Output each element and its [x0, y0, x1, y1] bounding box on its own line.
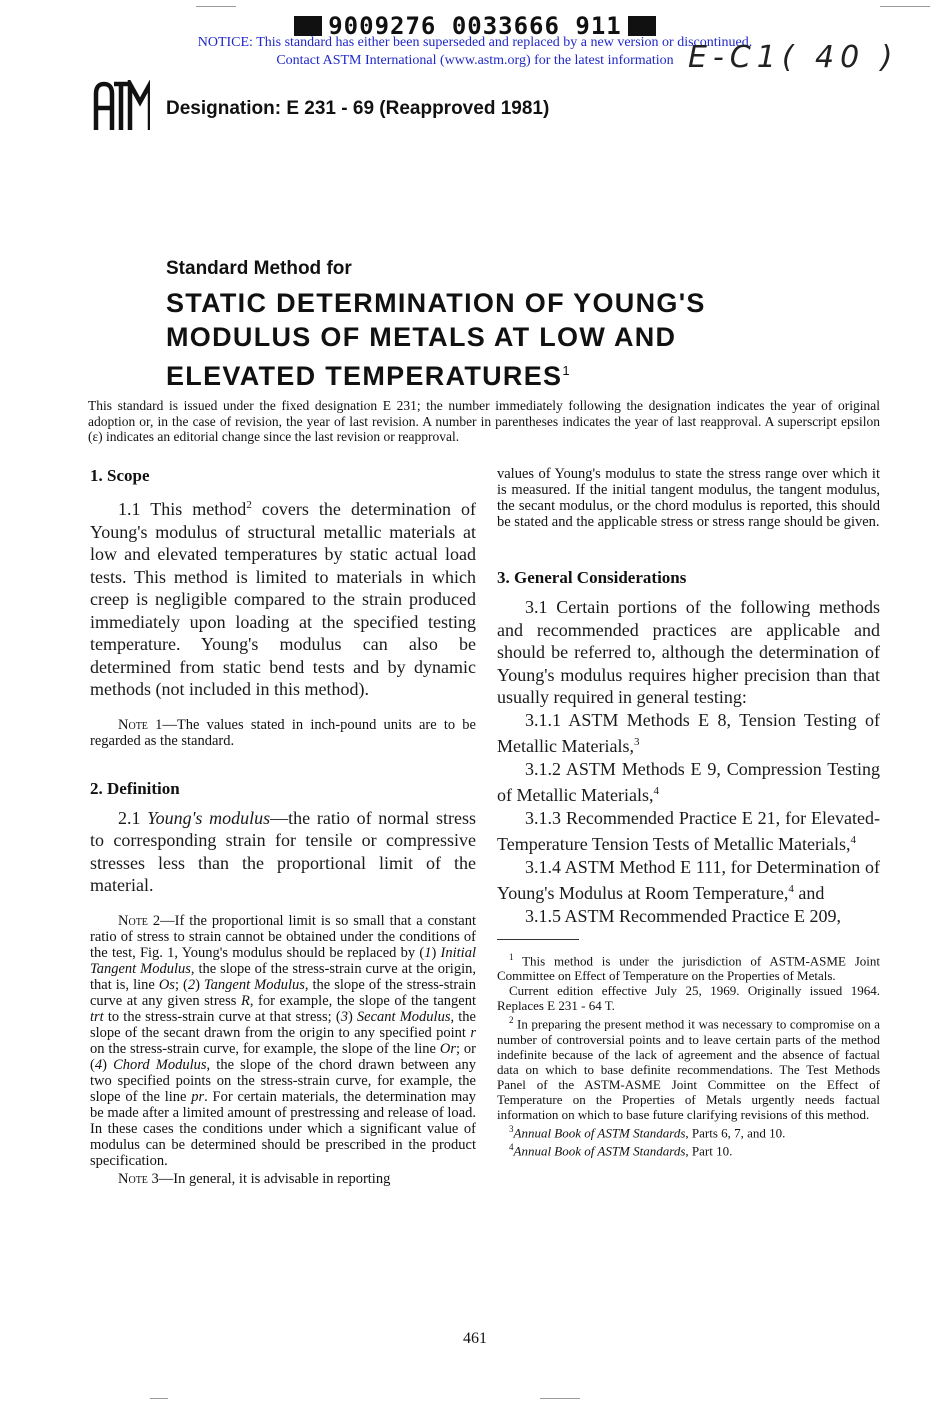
- reference-item-5: [497, 905, 880, 928]
- reference-item-text: 3.1.5 ASTM Recommended Practice E 209,: [525, 905, 841, 926]
- note-3-text: —In general, it is advisable in reporting: [158, 1170, 391, 1187]
- note-2-part: to the stress-strain curve at that stress; (: [103, 1008, 341, 1025]
- footnote-marker: 1: [509, 952, 514, 962]
- reference-item-text: 3.1.3 Recommended Practice E 21, for Elevated-Temperature Tension Tests of Metallic Materials,: [497, 807, 880, 854]
- reference-item-3: [497, 807, 880, 856]
- notice-line-1: NOTICE: This standard has either been superseded and replaced by a new version or discontinued.: [197, 35, 753, 50]
- reference-item-text: 3.1.4 ASTM Method E 111, for Determination of Young's Modulus at Room Temperature,: [497, 856, 880, 903]
- note-2-term: Secant Modulus: [356, 1008, 451, 1025]
- general-paragraph: 3.1 Certain portions of the following methods and recommended practices are applicable and should be referred to, although the determination of Young's modulus requires higher precision than that usually required in general testing:: [497, 597, 880, 707]
- title-line-3: ELEVATED TEMPERATURES: [166, 361, 563, 391]
- scan-line-bottom-left: [150, 1398, 168, 1399]
- note-3-continuation: values of Young's modulus to state the stress range over which it is measured. If the initial tangent modulus, the tangent modulus, the secant modulus, or the chord modulus is reported, this should be stated and the applicable stress or stress range should be given.: [497, 466, 880, 530]
- reference-item-text: 3.1.2 ASTM Methods E 9, Compression Testing of Metallic Materials,: [497, 758, 880, 805]
- reference-footnote-ref: 4: [850, 834, 856, 846]
- note-1-label: Note 1: [118, 716, 163, 733]
- note-2-label: Note 2: [118, 912, 161, 929]
- note-2-part: pr: [191, 1088, 205, 1105]
- scope-p1-start: 1.1 This method: [118, 499, 247, 519]
- title-kicker: Standard Method for: [166, 258, 352, 279]
- footnote-1-edition: Current edition effective July 25, 1969. Originally issued 1964. Replaces E 231 - 64 T.: [497, 983, 880, 1014]
- document-title: [166, 286, 806, 393]
- footnote-1: [497, 950, 880, 983]
- note-2: [90, 913, 476, 1169]
- scope-p1-rest: covers the determination of Young's modulus of structural metallic materials at low and elevated temperatures by static actual load tests. This method is limited to materials in which creep is negligible compared to the strain produced immediately upon loading at the specified testing temperature. Young's modulus can also be determined from static bend tests and by dynamic methods (not included in this method).: [90, 499, 477, 699]
- note-1: [90, 717, 476, 749]
- note-3-label: Note 3: [118, 1170, 159, 1187]
- title-line-2: MODULUS OF METALS AT LOW AND: [166, 322, 677, 352]
- footnote-marker: 3: [509, 1123, 514, 1134]
- note-2-part: Os: [158, 976, 175, 993]
- note-1-text: —The values stated in inch-pound units are to be regarded as the standard.: [90, 716, 476, 749]
- scan-line-top-left: [196, 6, 236, 7]
- note-2-part: 3: [340, 1008, 348, 1025]
- note-2-part: ; or (: [90, 1040, 477, 1073]
- note-2-part: —If the proportional limit is so small that a constant ratio of stress to strain cannot be obtained under the conditions of the test, Fig. 1, Young's modulus should be replaced by (: [90, 912, 476, 961]
- notice-line-2: Contact ASTM International (www.astm.org) for the latest information: [276, 53, 674, 68]
- footnote-3: [497, 1122, 880, 1140]
- issued-note: This standard is issued under the fixed designation E 231; the number immediately following the designation indicates the year of original adoption or, in the case of revision, the year of last revision. A number in parentheses indicates the year of last reapproval. A superscript epsilon (ε) indicates an editorial change since the last revision or reapproval.: [88, 398, 880, 444]
- scan-line-top-right: [880, 6, 930, 7]
- right-column: [497, 466, 880, 1158]
- reference-item-suffix: and: [793, 883, 825, 903]
- reference-footnote-ref: 4: [788, 883, 794, 895]
- note-2-part: ): [195, 976, 204, 993]
- footnote-4-title: Annual Book of ASTM Standards: [513, 1143, 686, 1159]
- footnote-4-rest: , Part 10.: [685, 1143, 733, 1159]
- note-2-term: Initial Tangent Modulus: [90, 944, 476, 977]
- note-2-part: 2: [187, 976, 196, 993]
- note-2-part: ): [102, 1056, 114, 1073]
- footnote-divider: [497, 939, 579, 940]
- footnote-2-text: In preparing the present method it was necessary to compromise on a number of controversial points and to leave certain parts of the method indefinite because of the lack of agreement and the absence of factual data on which to base definite recommendations. The Test Methods Panel of the ASTM-ASME Joint Committee on the Effect of Temperature on the Properties of Metals urgently needs factual information on which to base future clarifying revisions of this method.: [497, 1016, 880, 1122]
- def-rest: —the ratio of normal stress to corresponding strain for tensile or compressive stresses less than the proportional limit of the material.: [90, 807, 476, 895]
- note-3: [90, 1171, 476, 1187]
- footnote-marker: 4: [509, 1141, 514, 1152]
- note-2-part: Or: [439, 1040, 456, 1057]
- note-2-part: 4: [94, 1056, 103, 1073]
- note-2-part: , the slope of the secant drawn from the origin to any specified point: [90, 1008, 476, 1041]
- title-line-1: STATIC DETERMINATION OF YOUNG'S: [166, 288, 706, 318]
- footnote-marker: 2: [509, 1015, 514, 1026]
- note-2-part: r: [470, 1024, 476, 1041]
- reference-footnote-ref: 4: [653, 785, 659, 797]
- footnote-2: [497, 1013, 880, 1121]
- def-num: 2.1: [118, 807, 148, 828]
- note-2-part: , the slope of the chord drawn between any two specified points on the stress-strain curve, for example, the slope of the line: [90, 1056, 476, 1105]
- title-footnote-ref: 1: [562, 363, 571, 378]
- handwritten-mark: E-C1( 40 ): [688, 40, 899, 75]
- footnote-4: [497, 1140, 880, 1158]
- footnote-3-title: Annual Book of ASTM Standards: [513, 1124, 686, 1140]
- section-general-heading: 3. General Considerations: [497, 568, 687, 587]
- reference-item-2: [497, 758, 880, 807]
- note-2-part: trt: [90, 1008, 104, 1025]
- note-2-term: Tangent Modulus: [203, 976, 305, 993]
- note-2-part: R: [240, 992, 250, 1009]
- note-2-term: Chord Modulus: [113, 1056, 207, 1073]
- reference-item-1: [497, 709, 880, 758]
- barcode-block-left: [294, 16, 322, 36]
- section-scope-heading: 1. Scope: [90, 466, 150, 485]
- definition-paragraph: [90, 807, 476, 897]
- footnote-1-text: This method is under the jurisdiction of ASTM-ASME Joint Committee on Effect of Temperature on the Properties of Metals.: [497, 953, 880, 984]
- astm-logo: [90, 80, 150, 132]
- reference-item-4: [497, 856, 880, 905]
- barcode-text: 9009276 0033666 911: [328, 12, 622, 40]
- barcode-block-right: [628, 16, 656, 36]
- note-2-part: , the slope of the stress-strain curve at the origin, that is, line: [90, 960, 476, 993]
- note-2-part: ; (: [174, 976, 188, 993]
- def-term: Young's modulus: [147, 807, 271, 828]
- note-2-part: , the slope of the stress-strain curve at any given stress: [90, 976, 476, 1009]
- reference-item-text: 3.1.1 ASTM Methods E 8, Tension Testing of Metallic Materials,: [497, 709, 880, 756]
- designation: Designation: E 231 - 69 (Reapproved 1981): [166, 98, 550, 119]
- reference-footnote-ref: 3: [633, 736, 640, 748]
- scope-footnote-ref: 2: [246, 499, 252, 511]
- note-2-part: ): [347, 1008, 357, 1025]
- title-line-3-wrap: [166, 354, 806, 393]
- note-2-part: ): [431, 944, 441, 961]
- left-column: [90, 466, 476, 1187]
- scope-paragraph: [90, 494, 476, 701]
- scan-line-bottom-mid: [540, 1398, 580, 1399]
- footnote-3-rest: , Parts 6, 7, and 10.: [685, 1124, 786, 1140]
- note-2-part: , for example, the slope of the tangent: [249, 992, 476, 1009]
- note-2-part: . For certain materials, the determination may be made after a limited amount of prestressing and release of load. In these cases the conditions under which a significant value of modulus can be determined should be prescribed in the product specification.: [90, 1088, 476, 1169]
- page-number: 461: [463, 1330, 487, 1347]
- section-definition-heading: 2. Definition: [90, 778, 180, 798]
- note-2-part: 1: [424, 944, 432, 961]
- note-2-part: on the stress-strain curve, for example, the slope of the line: [90, 1040, 440, 1057]
